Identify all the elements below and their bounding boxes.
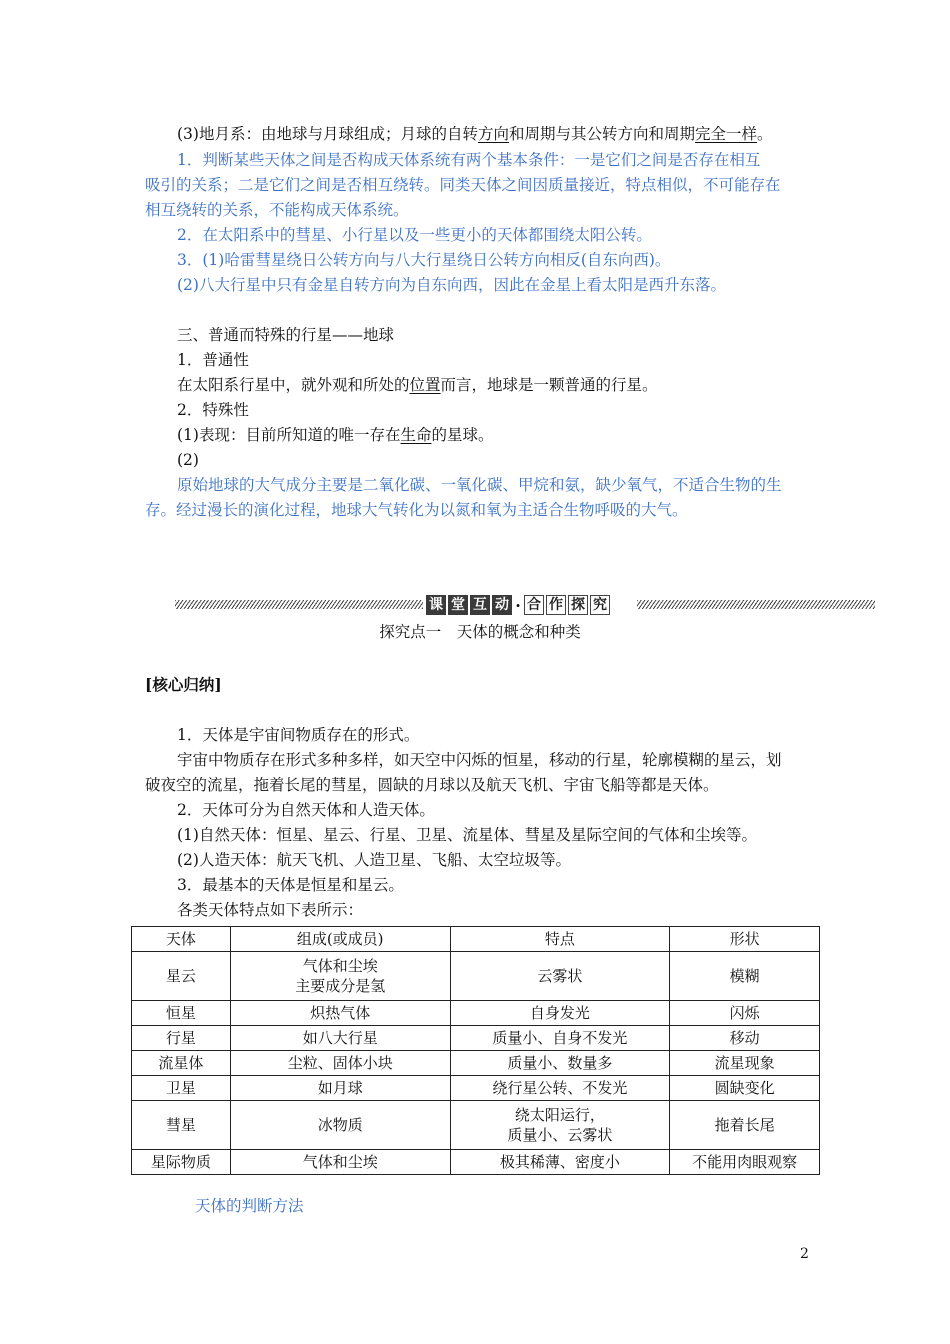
table-header-row <box>132 927 820 952</box>
table-row <box>132 1051 820 1076</box>
section-title-earth: 三、普通而特殊的行星——地球 <box>177 326 395 344</box>
earth-moon-underline-same: 完全一样 <box>695 125 758 143</box>
explore-line: (2)人造天体：航天飞机、人造卫星、飞船、太空垃圾等。 <box>177 851 571 869</box>
banner-char: 互 <box>470 595 490 615</box>
banner-separator: · <box>515 595 521 615</box>
table-cell: 气体和尘埃 主要成分是氢 <box>230 952 450 1001</box>
table-cell: 气体和尘埃 <box>230 1150 450 1175</box>
banner-char: 合 <box>524 595 544 615</box>
banner-hatch-left <box>175 600 423 609</box>
table-cell: 质量小、数量多 <box>450 1051 670 1076</box>
table-cell: 恒星 <box>132 1001 231 1026</box>
table-cell: 绕行星公转、不发光 <box>450 1076 670 1101</box>
explore-line: 各类天体特点如下表所示： <box>177 901 364 919</box>
table-cell: 行星 <box>132 1026 231 1051</box>
special-heading: 2．特殊性 <box>177 401 249 419</box>
earth-moon-text: (3)地月系：由地球与月球组成；月球的自转 <box>177 125 478 143</box>
banner-char: 课 <box>426 595 446 615</box>
table-cell: 闪烁 <box>670 1001 820 1026</box>
tip-line: (2)八大行星中只有金星自转方向为自东向西，因此在金星上看太阳是西升东落。 <box>177 276 726 294</box>
tip-line: 3．(1)哈雷彗星绕日公转方向与八大行星绕日公转方向相反(自东向西)。 <box>177 251 671 269</box>
explore-line: (1)自然天体：恒星、星云、行星、卫星、流星体、彗星及星际空间的气体和尘埃等。 <box>177 826 757 844</box>
table-cell: 拖着长尾 <box>670 1101 820 1150</box>
table-cell: 星云 <box>132 952 231 1001</box>
special-text-end: 的星球。 <box>431 426 494 444</box>
tip-line: 2．在太阳系中的彗星、小行星以及一些更小的天体都围绕太阳公转。 <box>177 226 652 244</box>
special-underline-life: 生命 <box>400 426 432 444</box>
special-text-pre: (1)表现：目前所知道的唯一存在 <box>177 426 401 444</box>
ordinary-heading: 1．普通性 <box>177 351 249 369</box>
table-header-cell: 组成(或成员) <box>230 927 450 952</box>
banner-char: 究 <box>590 595 610 615</box>
table-cell: 云雾状 <box>450 952 670 1001</box>
tip-line: 1．判断某些天体之间是否构成天体系统有两个基本条件：一是它们之间是否存在相互 <box>177 151 761 169</box>
table-cell: 炽热气体 <box>230 1001 450 1026</box>
banner-char: 动 <box>492 595 512 615</box>
table-header-cell: 特点 <box>450 927 670 952</box>
table-cell: 不能用肉眼观察 <box>670 1150 820 1175</box>
section-banner <box>175 593 875 617</box>
special-2-label: (2) <box>177 451 199 469</box>
explore-line: 1．天体是宇宙间物质存在的形式。 <box>177 726 420 744</box>
tip-line: 相互绕转的关系，不能构成天体系统。 <box>145 201 409 219</box>
atmosphere-line: 存。经过漫长的演化过程，地球大气转化为以氮和氧为主适合生物呼吸的大气。 <box>145 501 688 519</box>
earth-moon-text-mid: 和周期与其公转方向和周期 <box>508 125 695 143</box>
core-summary-label: [核心归纳] <box>145 675 222 694</box>
judge-method-heading: 天体的判断方法 <box>195 1197 304 1215</box>
explore-line: 破夜空的流星，拖着长尾的彗星，圆缺的月球以及航天飞机、宇宙飞船等都是天体。 <box>145 776 719 794</box>
table-cell: 卫星 <box>132 1076 231 1101</box>
explore-line: 宇宙中物质存在形式多种多样，如天空中闪烁的恒星，移动的行星，轮廓模糊的星云，划 <box>177 751 782 769</box>
ordinary-underline-position: 位置 <box>409 376 441 394</box>
table-row <box>132 1076 820 1101</box>
table-row <box>132 1101 820 1150</box>
table-cell: 冰物质 <box>230 1101 450 1150</box>
table-cell: 如八大行星 <box>230 1026 450 1051</box>
ordinary-text <box>177 375 827 395</box>
table-header-cell: 天体 <box>132 927 231 952</box>
banner-char: 探 <box>568 595 588 615</box>
banner-hatch-right <box>637 600 875 609</box>
banner-badge <box>426 594 612 616</box>
page-number: 2 <box>800 1246 809 1262</box>
atmosphere-line: 原始地球的大气成分主要是二氧化碳、一氧化碳、甲烷和氨，缺少氧气，不适合生物的生 <box>177 476 782 494</box>
ordinary-text-end: 而言，地球是一颗普通的行星。 <box>440 376 658 394</box>
table-cell: 质量小、自身不发光 <box>450 1026 670 1051</box>
table-cell: 彗星 <box>132 1101 231 1150</box>
table-cell: 流星现象 <box>670 1051 820 1076</box>
table-cell: 模糊 <box>670 952 820 1001</box>
table-cell: 移动 <box>670 1026 820 1051</box>
table-cell: 如月球 <box>230 1076 450 1101</box>
explore-point-title: 探究点一 天体的概念和种类 <box>379 623 581 641</box>
table-row <box>132 1150 820 1175</box>
banner-char: 堂 <box>448 595 468 615</box>
explore-line: 3．最基本的天体是恒星和星云。 <box>177 876 404 894</box>
explore-line: 2．天体可分为自然天体和人造天体。 <box>177 801 435 819</box>
table-cell: 极其稀薄、密度小 <box>450 1150 670 1175</box>
table-cell: 绕太阳运行， 质量小、云雾状 <box>450 1101 670 1150</box>
table-row <box>132 1026 820 1051</box>
earth-moon-underline-direction: 方向 <box>477 125 509 143</box>
table-cell: 圆缺变化 <box>670 1076 820 1101</box>
earth-moon-system <box>177 124 827 144</box>
ordinary-text-pre: 在太阳系行星中，就外观和所处的 <box>177 376 410 394</box>
banner-char: 作 <box>546 595 566 615</box>
table-header-cell: 形状 <box>670 927 820 952</box>
table-cell: 自身发光 <box>450 1001 670 1026</box>
celestial-bodies-table <box>131 926 820 1175</box>
tip-line: 吸引的关系；二是它们之间是否相互绕转。同类天体之间因质量接近，特点相似，不可能存在 <box>145 176 781 194</box>
earth-moon-text-end: 。 <box>757 125 773 143</box>
table-cell: 流星体 <box>132 1051 231 1076</box>
table-cell: 星际物质 <box>132 1150 231 1175</box>
table-row <box>132 952 820 1001</box>
table-row <box>132 1001 820 1026</box>
table-cell: 尘粒、固体小块 <box>230 1051 450 1076</box>
special-text <box>177 425 827 445</box>
